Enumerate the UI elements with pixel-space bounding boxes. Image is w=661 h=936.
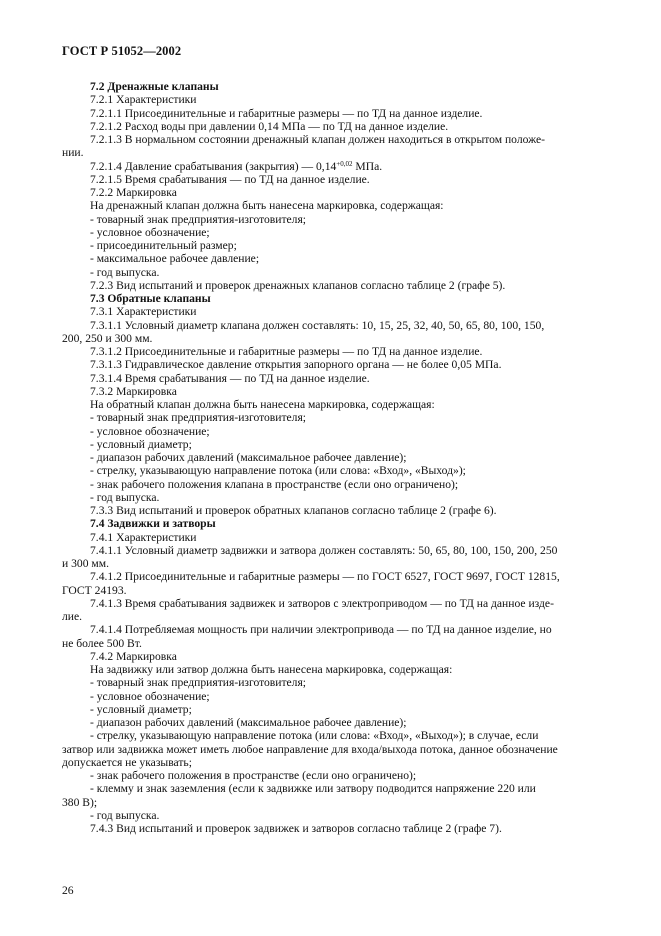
line-text: - год выпуска.	[90, 490, 160, 504]
list-item	[62, 769, 600, 782]
line-text: 7.4 Задвижки и затворы	[90, 517, 216, 531]
line-text: 7.3.1.3 Гидравлическое давление открытия запорного органа — не более 0,05 МПа.	[90, 358, 502, 372]
line-text: 7.4.3 Вид испытаний и проверок задвижек и затворов согласно таблице 2 (графе 7).	[90, 822, 502, 835]
document-body	[62, 80, 600, 835]
line-text: 7.2.3 Вид испытаний и проверок дренажных клапанов согласно таблице 2 (графе 5).	[90, 278, 506, 292]
text-line	[62, 385, 600, 398]
superscript-tolerance: +0,02	[336, 159, 353, 168]
text-line	[62, 544, 600, 557]
text-line	[62, 584, 600, 597]
line-text: 7.3.1.2 Присоединительные и габаритные размеры — по ТД на данное изделие.	[90, 345, 483, 358]
list-item	[62, 716, 600, 729]
line-text: 7.2.1.5 Время срабатывания — по ТД на данное изделие.	[90, 172, 370, 186]
line-text: 7.3 Обратные клапаны	[90, 292, 211, 305]
line-text: не более 500 Вт.	[62, 636, 142, 650]
section-heading	[62, 517, 600, 530]
line-text: 200, 250 и 300 мм.	[62, 331, 153, 345]
line-text: - условное обозначение;	[90, 424, 210, 438]
text-line	[62, 186, 600, 199]
line-text: и 300 мм.	[62, 557, 109, 570]
list-item	[62, 809, 600, 822]
line-text: 7.2 Дренажные клапаны	[90, 80, 219, 93]
line-text: - максимальное рабочее давление;	[90, 252, 260, 266]
text-line	[62, 199, 600, 212]
line-text: 7.4.1.3 Время срабатывания задвижек и затворов с электроприводом — по ТД на данное изде-	[90, 596, 554, 610]
section-heading	[62, 80, 600, 93]
list-item	[62, 239, 600, 252]
text-line	[62, 173, 600, 186]
line-text: - год выпуска.	[90, 265, 160, 279]
page-header: ГОСТ Р 51052—2002	[62, 44, 182, 58]
line-text: 7.3.1 Характеристики	[90, 305, 197, 319]
text-line	[62, 372, 600, 385]
text-line	[62, 796, 600, 809]
line-text: 7.4.1.4 Потребляемая мощность при наличии электропривода — по ТД на данное изделие, но	[90, 623, 552, 637]
list-item	[62, 464, 600, 477]
text-line	[62, 146, 600, 159]
line-text: - диапазон рабочих давлений (максимальное рабочее давление);	[90, 716, 407, 729]
text-line	[62, 160, 600, 173]
line-text: - стрелку, указывающую направление потока (или слова: «Вход», «Выход»); в случае, если	[90, 729, 539, 743]
text-line	[62, 637, 600, 650]
text-line	[62, 557, 600, 570]
line-text: ГОСТ 24193.	[62, 583, 127, 597]
list-item	[62, 782, 600, 795]
line-text: - условное обозначение;	[90, 689, 210, 703]
line-text: нии.	[62, 146, 84, 160]
line-text: На задвижку или затвор должна быть нанесена маркировка, содержащая:	[90, 663, 453, 676]
text-line	[62, 332, 600, 345]
page-number: 26	[62, 884, 74, 897]
line-text: - условный диаметр;	[90, 437, 192, 451]
line-text: - товарный знак предприятия-изготовителя;	[90, 676, 307, 690]
text-line	[62, 305, 600, 318]
list-item	[62, 411, 600, 424]
line-text: 7.3.2 Маркировка	[90, 384, 177, 398]
line-text: - диапазон рабочих давлений (максимальное рабочее давление);	[90, 451, 407, 464]
text-line	[62, 531, 600, 544]
text-line	[62, 319, 600, 332]
line-text: 7.3.3 Вид испытаний и проверок обратных клапанов согласно таблице 2 (графе 6).	[90, 504, 497, 517]
line-text: На дренажный клапан должна быть нанесена маркировка, содержащая:	[90, 199, 444, 213]
list-item	[62, 226, 600, 239]
line-text: - товарный знак предприятия-изготовителя;	[90, 411, 307, 425]
list-item	[62, 478, 600, 491]
section-heading	[62, 292, 600, 305]
line-text: - присоединительный размер;	[90, 239, 237, 252]
line-text: - товарный знак предприятия-изготовителя;	[90, 212, 307, 226]
line-text: 7.4.1.1 Условный диаметр задвижки и затвора должен составлять: 50, 65, 80, 100, 150, 200, 250	[90, 543, 558, 557]
text-line	[62, 610, 600, 623]
text-line	[62, 133, 600, 146]
line-text-suffix: МПа.	[352, 159, 383, 173]
text-line	[62, 120, 600, 133]
text-line	[62, 650, 600, 663]
text-line	[62, 663, 600, 676]
list-item	[62, 703, 600, 716]
text-line	[62, 93, 600, 106]
line-text: 7.3.1.4 Время срабатывания — по ТД на данное изделие.	[90, 371, 370, 385]
line-text: - клемму и знак заземления (если к задвижке или затвору подводится напряжение 220 или	[90, 782, 536, 796]
list-item	[62, 451, 600, 464]
line-text: 7.4.2 Маркировка	[90, 649, 177, 663]
text-line	[62, 623, 600, 636]
line-text: 7.2.1.4 Давление срабатывания (закрытия) — 0,14	[90, 159, 337, 173]
list-item	[62, 676, 600, 689]
line-text: 7.4.1 Характеристики	[90, 530, 197, 544]
list-item	[62, 425, 600, 438]
line-text: затвор или задвижка может иметь любое направление для входа/выхода потока, данное обозначение	[62, 742, 558, 756]
list-item	[62, 729, 600, 742]
line-text: 7.2.1.1 Присоединительные и габаритные размеры — по ТД на данное изделие.	[90, 106, 483, 120]
line-text: 7.2.2 Маркировка	[90, 186, 177, 199]
text-line	[62, 822, 600, 835]
line-text: лие.	[62, 610, 83, 623]
text-line	[62, 504, 600, 517]
text-line	[62, 345, 600, 358]
line-text: - год выпуска.	[90, 808, 160, 822]
line-text: - знак рабочего положения в пространстве (если оно ограничено);	[90, 769, 417, 782]
text-line	[62, 570, 600, 583]
line-text: допускается не указывать;	[62, 755, 192, 769]
list-item	[62, 252, 600, 265]
line-text: 7.2.1.2 Расход воды при давлении 0,14 МПа — по ТД на данное изделие.	[90, 119, 449, 133]
text-line	[62, 358, 600, 371]
list-item	[62, 438, 600, 451]
text-line	[62, 743, 600, 756]
text-line	[62, 756, 600, 769]
list-item	[62, 266, 600, 279]
line-text: На обратный клапан должна быть нанесена маркировка, содержащая:	[90, 398, 435, 411]
text-line	[62, 107, 600, 120]
line-text: 380 В);	[62, 795, 98, 809]
line-text: 7.2.1 Характеристики	[90, 93, 197, 107]
list-item	[62, 491, 600, 504]
text-line	[62, 597, 600, 610]
text-line	[62, 398, 600, 411]
list-item	[62, 213, 600, 226]
list-item	[62, 690, 600, 703]
line-text: - условный диаметр;	[90, 702, 192, 716]
line-text: 7.3.1.1 Условный диаметр клапана должен составлять: 10, 15, 25, 32, 40, 50, 65, 80, 100, 150,	[90, 318, 545, 332]
line-text: 7.4.1.2 Присоединительные и габаритные размеры — по ГОСТ 6527, ГОСТ 9697, ГОСТ 12815,	[90, 570, 560, 584]
line-text: - условное обозначение;	[90, 225, 210, 239]
text-line	[62, 279, 600, 292]
line-text: - знак рабочего положения клапана в пространстве (если оно ограничено);	[90, 477, 459, 491]
line-text: - стрелку, указывающую направление потока (или слова: «Вход», «Выход»);	[90, 464, 466, 478]
line-text: 7.2.1.3 В нормальном состоянии дренажный клапан должен находиться в открытом положе-	[90, 133, 545, 146]
